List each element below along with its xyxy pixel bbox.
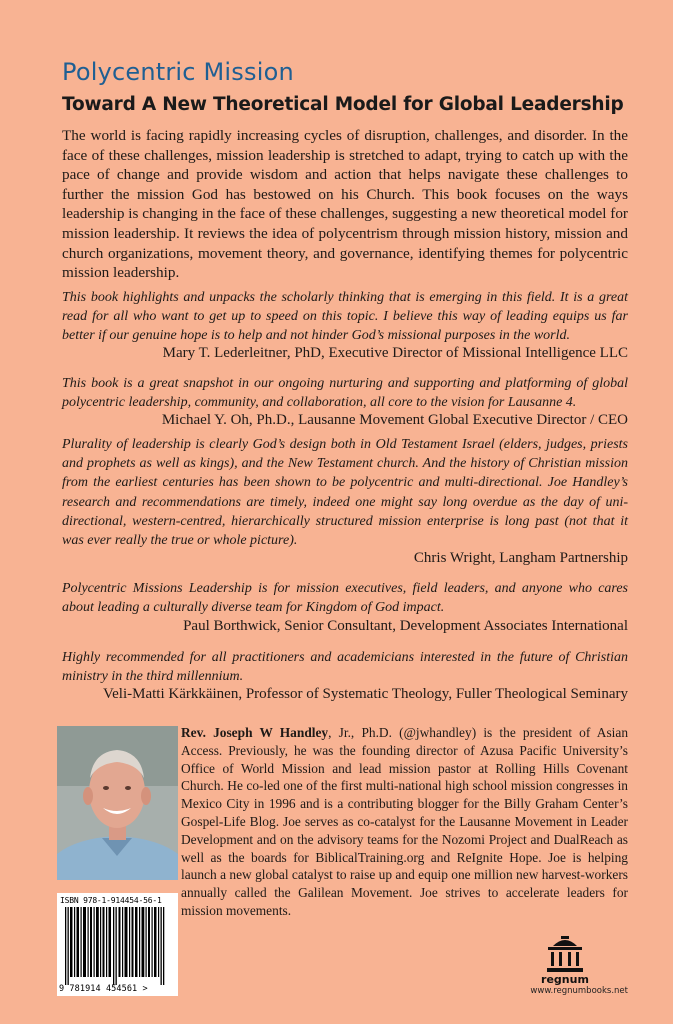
endorsement-author: Chris Wright, Langham Partnership — [413, 550, 628, 566]
endorsement-author: Veli-Matti Kärkkäinen, Professor of Systematic Theology, Fuller Theological Seminary — [102, 686, 628, 702]
endorsement-quote: This book is a great snapshot in our ongoing nurturing and supporting and platforming of global polycentric leadership, community, and collaboration, all core to the vision for Lausanne 4. — [62, 376, 628, 411]
isbn-barcode — [57, 893, 178, 996]
endorsement-quote: This book highlights and unpacks the scholarly thinking that is emerging in this field. It is a great read for all who want to get up to speed on this topic. I believe this way of leading equips us far better if our genuine hope is to help and not hinder God’s missional purposes in the world. — [62, 290, 628, 344]
regnum-logo-icon — [544, 932, 586, 974]
book-subtitle: Toward A New Theoretical Model for Global Leadership — [62, 94, 624, 115]
endorsement-quote: Highly recommended for all practitioners and academicians interested in the future of Christian ministry in the third millennium. — [62, 650, 628, 685]
endorsement-quote: Plurality of leadership is clearly God’s design both in Old Testament Israel (elders, judges, priests and prophets as well as kings), and the New Testament church. And the history of Christian mission from the earliest centuries has been shown to be polycentric and multi-directional. Joe Handley’s research and recommendations are timely, indeed one might say long overdue as the day of uni-directional, western-centred, hierarchically structured mission enterprise is long past (not that it was ever really the true or whole picture). — [62, 437, 628, 549]
isbn-label: ISBN 978-1-914454-56-1 — [60, 896, 162, 905]
author-bio — [181, 724, 628, 920]
author-name: Rev. Joseph W Handley — [181, 725, 329, 740]
publisher-name: regnum — [541, 973, 589, 986]
author-photo — [57, 726, 178, 880]
endorsement-author: Mary T. Lederleitner, PhD, Executive Director of Missional Intelligence LLC — [162, 345, 628, 361]
book-description: The world is facing rapidly increasing cycles of disruption, challenges, and disorder. In the face of these challenges, mission leadership is stretched to adapt, trying to catch up with the pace of change and provide wisdom and action that helps navigate these challenges to further the mission God has bestowed on his Church. This book focuses on the ways leadership is changing in the face of these challenges, suggesting a new theoretical model for mission leadership. It reviews the idea of polycentrism through mission history, mission and church organizations, movement theory, and governance, identifying themes for polycentric mission leadership. — [62, 127, 628, 282]
endorsement-author: Paul Borthwick, Senior Consultant, Development Associates International — [183, 618, 628, 634]
endorsement-author: Michael Y. Oh, Ph.D., Lausanne Movement Global Executive Director / CEO — [161, 412, 628, 428]
barcode-bars — [57, 893, 178, 996]
endorsement-quote: Polycentric Missions Leadership is for mission executives, field leaders, and anyone who cares about leading a culturally diverse team for Kingdom of God impact. — [62, 581, 628, 616]
barcode-number: 9 781914 454561 > — [59, 984, 148, 994]
book-title: Polycentric Mission — [62, 58, 294, 86]
publisher-url: www.regnumbooks.net — [530, 986, 628, 996]
author-bio-text: , Jr., Ph.D. (@jwhandley) is the president of Asian Access. Previously, he was the founding director of Azusa Pacific University’s Office of World Mission and lead mission pastor at Rolling Hills Covenant Church. He co-led one of the first multi-national high school mission congresses in Mexico City in 1996 and is a contributing blogger for the Billy Graham Center’s Gospel-Life Blog. Joe serves as co-catalyst for the Lausanne Movement in Leader Development and on the advisory teams for the Nozomi Project and DualReach as well as the boards for BiblicalTraining.org and ReIgnite Hope. Joe is helping launch a new global catalyst to raise up and equip one million new harvest-workers annually called the Galilean Movement. Joe strives to accelerate leaders for mission movements. — [181, 725, 629, 918]
